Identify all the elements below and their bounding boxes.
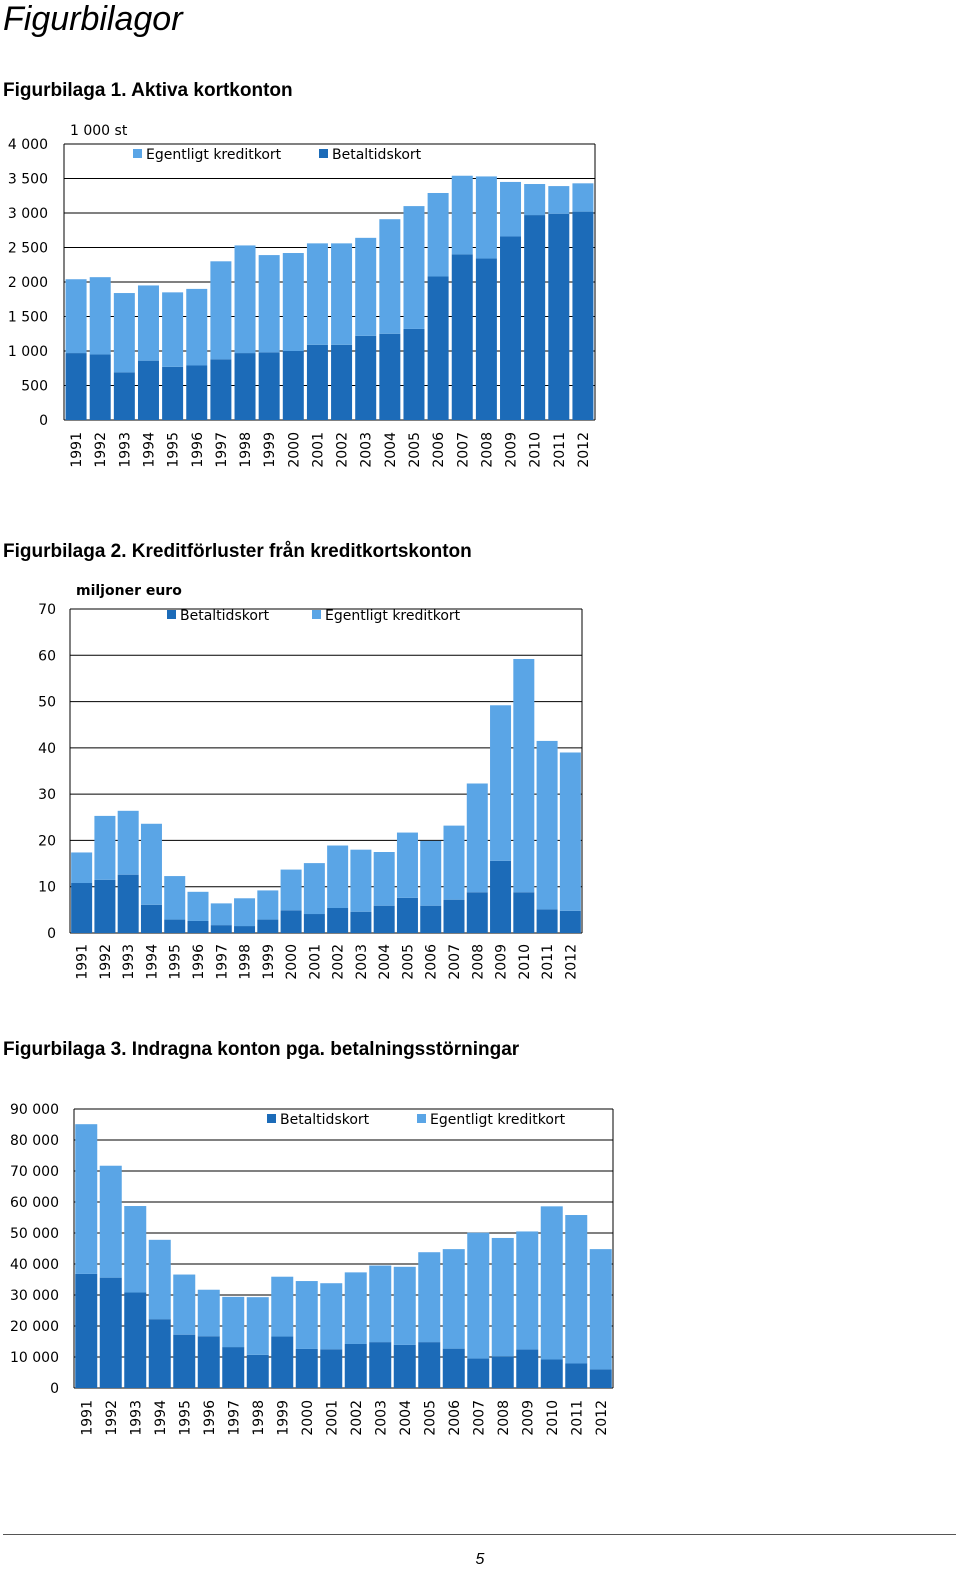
bar-betaltidskort bbox=[257, 920, 278, 933]
bar-egentligt-kreditkort bbox=[560, 752, 581, 910]
legend-label: Betaltidskort bbox=[180, 608, 270, 624]
bar-egentligt-kreditkort bbox=[420, 841, 441, 906]
bar-egentligt-kreditkort bbox=[271, 1277, 293, 1337]
bar-egentligt-kreditkort bbox=[516, 1231, 538, 1349]
x-tick-label: 2009 bbox=[503, 432, 520, 468]
bar-betaltidskort bbox=[271, 1337, 293, 1388]
bar-egentligt-kreditkort bbox=[75, 1124, 97, 1274]
x-tick-label: 2003 bbox=[358, 432, 375, 468]
bar-betaltidskort bbox=[100, 1278, 122, 1388]
bar-egentligt-kreditkort bbox=[118, 811, 139, 875]
x-tick-label: 1991 bbox=[69, 432, 86, 468]
y-tick-label: 40 bbox=[38, 740, 56, 757]
bar-egentligt-kreditkort bbox=[234, 898, 255, 926]
bar-betaltidskort bbox=[537, 909, 558, 933]
bar-betaltidskort bbox=[94, 880, 115, 933]
legend-label: Egentligt kreditkort bbox=[325, 608, 461, 624]
x-tick-label: 2012 bbox=[575, 432, 592, 468]
x-tick-label: 2001 bbox=[310, 432, 327, 468]
x-tick-label: 1991 bbox=[79, 1400, 96, 1436]
x-tick-label: 2000 bbox=[299, 1400, 316, 1436]
figure-1-title: Figurbilaga 1. Aktiva kortkonton bbox=[3, 80, 293, 101]
x-tick-label: 1994 bbox=[152, 1400, 169, 1436]
y-tick-label: 40 000 bbox=[10, 1257, 59, 1273]
bar-betaltidskort bbox=[222, 1347, 244, 1388]
x-tick-label: 2008 bbox=[470, 944, 487, 980]
bar-egentligt-kreditkort bbox=[259, 255, 280, 352]
bar-betaltidskort bbox=[210, 359, 231, 420]
bar-betaltidskort bbox=[467, 892, 488, 933]
x-tick-label: 2004 bbox=[382, 432, 399, 468]
x-tick-label: 2004 bbox=[397, 1400, 414, 1436]
bar-egentligt-kreditkort bbox=[467, 1233, 489, 1359]
x-tick-label: 1999 bbox=[262, 432, 279, 468]
x-tick-label: 1999 bbox=[260, 944, 277, 980]
x-tick-label: 2005 bbox=[400, 944, 417, 980]
y-tick-label: 70 000 bbox=[10, 1164, 59, 1180]
bar-egentligt-kreditkort bbox=[257, 890, 278, 919]
y-tick-label: 500 bbox=[21, 378, 48, 395]
bar-egentligt-kreditkort bbox=[186, 289, 207, 366]
bar-egentligt-kreditkort bbox=[281, 870, 302, 911]
bar-betaltidskort bbox=[541, 1359, 563, 1388]
bar-betaltidskort bbox=[397, 898, 418, 933]
bar-egentligt-kreditkort bbox=[355, 238, 376, 336]
bar-egentligt-kreditkort bbox=[345, 1272, 367, 1344]
bar-betaltidskort bbox=[164, 920, 185, 933]
bar-egentligt-kreditkort bbox=[173, 1275, 195, 1335]
legend-label: Betaltidskort bbox=[280, 1112, 370, 1128]
x-tick-label: 2005 bbox=[422, 1400, 439, 1436]
legend-swatch bbox=[167, 610, 176, 619]
y-tick-label: 0 bbox=[47, 926, 56, 942]
footer-divider bbox=[3, 1534, 956, 1535]
bar-betaltidskort bbox=[492, 1357, 514, 1388]
bar-betaltidskort bbox=[296, 1349, 318, 1388]
y-tick-label: 2 500 bbox=[7, 240, 48, 257]
bar-egentligt-kreditkort bbox=[590, 1249, 612, 1369]
bar-betaltidskort bbox=[118, 875, 139, 933]
bar-betaltidskort bbox=[211, 925, 232, 933]
bar-betaltidskort bbox=[369, 1342, 391, 1388]
bar-betaltidskort bbox=[379, 334, 400, 420]
bar-betaltidskort bbox=[75, 1274, 97, 1388]
bar-betaltidskort bbox=[443, 1349, 465, 1388]
bar-egentligt-kreditkort bbox=[71, 852, 92, 883]
bar-egentligt-kreditkort bbox=[524, 184, 545, 215]
bar-betaltidskort bbox=[138, 361, 159, 420]
x-tick-label: 1997 bbox=[214, 944, 231, 980]
bar-egentligt-kreditkort bbox=[374, 852, 395, 906]
y-tick-label: 1 500 bbox=[7, 309, 48, 326]
x-tick-label: 2000 bbox=[284, 944, 301, 980]
bar-betaltidskort bbox=[114, 372, 135, 420]
bar-betaltidskort bbox=[283, 351, 304, 420]
x-tick-label: 2006 bbox=[423, 944, 440, 980]
bar-betaltidskort bbox=[66, 353, 87, 420]
bar-egentligt-kreditkort bbox=[467, 783, 488, 892]
figure-2-title: Figurbilaga 2. Kreditförluster från kreditkortskonton bbox=[3, 541, 472, 562]
bar-betaltidskort bbox=[355, 336, 376, 420]
bar-betaltidskort bbox=[149, 1319, 171, 1388]
bar-egentligt-kreditkort bbox=[149, 1240, 171, 1319]
x-tick-label: 2002 bbox=[330, 944, 347, 980]
bar-egentligt-kreditkort bbox=[444, 826, 465, 900]
bar-betaltidskort bbox=[590, 1369, 612, 1388]
bar-betaltidskort bbox=[374, 906, 395, 933]
bar-egentligt-kreditkort bbox=[90, 277, 111, 354]
bar-egentligt-kreditkort bbox=[500, 182, 521, 237]
bar-egentligt-kreditkort bbox=[66, 279, 87, 353]
x-tick-label: 1995 bbox=[177, 1400, 194, 1436]
x-tick-label: 1993 bbox=[121, 944, 138, 980]
bar-egentligt-kreditkort bbox=[513, 659, 534, 892]
y-tick-label: 60 000 bbox=[10, 1195, 59, 1211]
bar-egentligt-kreditkort bbox=[350, 850, 371, 912]
x-tick-label: 2000 bbox=[286, 432, 303, 468]
x-tick-label: 2010 bbox=[516, 944, 533, 980]
x-tick-label: 2001 bbox=[307, 944, 324, 980]
x-tick-label: 2011 bbox=[540, 944, 557, 980]
bar-betaltidskort bbox=[565, 1364, 587, 1388]
bar-egentligt-kreditkort bbox=[235, 245, 256, 353]
y-tick-label: 50 bbox=[38, 694, 56, 711]
bar-betaltidskort bbox=[403, 329, 424, 420]
bar-betaltidskort bbox=[320, 1349, 342, 1388]
bar-betaltidskort bbox=[331, 345, 352, 420]
x-tick-label: 2002 bbox=[334, 432, 351, 468]
bar-betaltidskort bbox=[162, 367, 183, 420]
bar-betaltidskort bbox=[327, 908, 348, 933]
bar-egentligt-kreditkort bbox=[572, 183, 593, 211]
x-tick-label: 2002 bbox=[348, 1400, 365, 1436]
chart-active-card-accounts bbox=[0, 120, 960, 468]
x-tick-label: 2006 bbox=[431, 432, 448, 468]
bar-egentligt-kreditkort bbox=[211, 903, 232, 925]
bar-betaltidskort bbox=[235, 353, 256, 420]
x-tick-label: 2001 bbox=[324, 1400, 341, 1436]
y-tick-label: 60 bbox=[38, 648, 56, 665]
y-tick-label: 80 000 bbox=[10, 1133, 59, 1149]
bar-betaltidskort bbox=[560, 911, 581, 933]
x-tick-label: 1992 bbox=[93, 432, 110, 468]
bar-egentligt-kreditkort bbox=[307, 243, 328, 344]
bar-betaltidskort bbox=[500, 236, 521, 420]
y-tick-label: 50 000 bbox=[10, 1226, 59, 1242]
bar-egentligt-kreditkort bbox=[537, 741, 558, 909]
y-tick-label: 3 000 bbox=[7, 206, 48, 222]
bar-egentligt-kreditkort bbox=[124, 1206, 146, 1292]
legend-swatch bbox=[319, 149, 328, 158]
bar-betaltidskort bbox=[345, 1344, 367, 1388]
bar-egentligt-kreditkort bbox=[541, 1206, 563, 1359]
y-tick-label: 4 000 bbox=[7, 137, 48, 153]
bar-betaltidskort bbox=[141, 905, 162, 933]
x-tick-label: 1999 bbox=[275, 1400, 292, 1436]
bar-egentligt-kreditkort bbox=[428, 193, 449, 276]
y-tick-label: 0 bbox=[39, 413, 48, 429]
x-tick-label: 2012 bbox=[563, 944, 580, 980]
bar-betaltidskort bbox=[394, 1345, 416, 1388]
bar-egentligt-kreditkort bbox=[476, 176, 497, 258]
bar-egentligt-kreditkort bbox=[100, 1166, 122, 1278]
unit-label: 1 000 st bbox=[70, 123, 128, 139]
y-tick-label: 70 bbox=[38, 602, 56, 618]
x-tick-label: 2008 bbox=[479, 432, 496, 468]
chart-revoked-accounts bbox=[0, 1095, 960, 1440]
legend-swatch bbox=[312, 610, 321, 619]
bar-egentligt-kreditkort bbox=[418, 1252, 440, 1342]
bar-egentligt-kreditkort bbox=[141, 824, 162, 905]
bar-egentligt-kreditkort bbox=[304, 863, 325, 914]
bar-betaltidskort bbox=[490, 861, 511, 933]
bar-egentligt-kreditkort bbox=[369, 1266, 391, 1343]
bar-betaltidskort bbox=[418, 1342, 440, 1388]
y-tick-label: 3 500 bbox=[7, 171, 48, 188]
bar-egentligt-kreditkort bbox=[327, 846, 348, 908]
x-tick-label: 1996 bbox=[201, 1400, 218, 1436]
bar-egentligt-kreditkort bbox=[331, 243, 352, 344]
bar-egentligt-kreditkort bbox=[114, 293, 135, 372]
x-tick-label: 1992 bbox=[103, 1400, 120, 1436]
x-tick-label: 1995 bbox=[165, 432, 182, 468]
y-tick-label: 0 bbox=[50, 1381, 59, 1397]
bar-egentligt-kreditkort bbox=[320, 1283, 342, 1349]
bar-egentligt-kreditkort bbox=[188, 892, 209, 921]
bar-betaltidskort bbox=[548, 214, 569, 420]
bar-egentligt-kreditkort bbox=[403, 206, 424, 329]
bar-betaltidskort bbox=[247, 1355, 269, 1388]
bar-betaltidskort bbox=[234, 926, 255, 933]
bar-betaltidskort bbox=[524, 215, 545, 420]
bar-betaltidskort bbox=[90, 354, 111, 420]
x-tick-label: 2012 bbox=[593, 1400, 610, 1436]
unit-label: miljoner euro bbox=[76, 583, 182, 599]
legend-label: Egentligt kreditkort bbox=[146, 147, 282, 163]
x-tick-label: 2007 bbox=[471, 1400, 488, 1436]
x-tick-label: 1994 bbox=[144, 944, 161, 980]
x-tick-label: 2003 bbox=[373, 1400, 390, 1436]
x-tick-label: 2010 bbox=[527, 432, 544, 468]
page-number: 5 bbox=[475, 1551, 485, 1568]
bar-betaltidskort bbox=[304, 914, 325, 933]
bar-egentligt-kreditkort bbox=[452, 176, 473, 255]
bar-egentligt-kreditkort bbox=[94, 816, 115, 880]
x-tick-label: 2005 bbox=[406, 432, 423, 468]
y-tick-label: 10 bbox=[38, 879, 56, 896]
x-tick-label: 1993 bbox=[117, 432, 134, 468]
x-tick-label: 1998 bbox=[238, 432, 255, 468]
bar-egentligt-kreditkort bbox=[283, 253, 304, 351]
x-tick-label: 1996 bbox=[189, 432, 206, 468]
bar-egentligt-kreditkort bbox=[162, 292, 183, 367]
x-tick-label: 1998 bbox=[237, 944, 254, 980]
bar-betaltidskort bbox=[467, 1359, 489, 1388]
legend-swatch bbox=[133, 149, 142, 158]
y-tick-label: 10 000 bbox=[10, 1350, 59, 1366]
legend-swatch bbox=[417, 1114, 426, 1123]
x-tick-label: 2009 bbox=[520, 1400, 537, 1436]
bar-egentligt-kreditkort bbox=[296, 1281, 318, 1349]
bar-egentligt-kreditkort bbox=[394, 1267, 416, 1345]
bar-egentligt-kreditkort bbox=[247, 1297, 269, 1355]
bar-betaltidskort bbox=[259, 352, 280, 420]
bar-betaltidskort bbox=[188, 921, 209, 933]
x-tick-label: 2009 bbox=[493, 944, 510, 980]
bar-betaltidskort bbox=[572, 212, 593, 420]
legend-label: Betaltidskort bbox=[332, 147, 422, 163]
bar-betaltidskort bbox=[173, 1335, 195, 1388]
x-tick-label: 2008 bbox=[495, 1400, 512, 1436]
x-tick-label: 2010 bbox=[544, 1400, 561, 1436]
x-tick-label: 1991 bbox=[74, 944, 91, 980]
x-tick-label: 2007 bbox=[447, 944, 463, 980]
y-tick-label: 20 bbox=[38, 833, 56, 850]
bar-betaltidskort bbox=[350, 912, 371, 933]
bar-egentligt-kreditkort bbox=[548, 186, 569, 214]
y-tick-label: 2 000 bbox=[7, 275, 48, 291]
bar-egentligt-kreditkort bbox=[222, 1297, 244, 1347]
bar-betaltidskort bbox=[452, 254, 473, 420]
bar-egentligt-kreditkort bbox=[492, 1238, 514, 1357]
bar-egentligt-kreditkort bbox=[164, 876, 185, 920]
bar-betaltidskort bbox=[420, 906, 441, 933]
x-tick-label: 2003 bbox=[353, 944, 370, 980]
bar-betaltidskort bbox=[281, 910, 302, 933]
x-tick-label: 1996 bbox=[191, 944, 207, 980]
bar-egentligt-kreditkort bbox=[198, 1290, 220, 1337]
figure-3-title: Figurbilaga 3. Indragna konton pga. betalningsstörningar bbox=[3, 1039, 520, 1060]
legend-label: Egentligt kreditkort bbox=[430, 1112, 566, 1128]
bar-betaltidskort bbox=[71, 883, 92, 933]
x-tick-label: 1997 bbox=[213, 432, 230, 468]
bar-betaltidskort bbox=[513, 892, 534, 933]
bar-betaltidskort bbox=[307, 345, 328, 420]
y-tick-label: 1 000 bbox=[7, 344, 48, 360]
bar-betaltidskort bbox=[124, 1293, 146, 1388]
x-tick-label: 1995 bbox=[167, 944, 184, 980]
bar-betaltidskort bbox=[198, 1336, 220, 1388]
x-tick-label: 2004 bbox=[377, 944, 394, 980]
x-tick-label: 1997 bbox=[226, 1400, 243, 1436]
legend-swatch bbox=[267, 1114, 276, 1123]
bar-betaltidskort bbox=[186, 365, 207, 420]
x-tick-label: 2006 bbox=[446, 1400, 463, 1436]
bar-egentligt-kreditkort bbox=[443, 1249, 465, 1349]
x-tick-label: 1998 bbox=[250, 1400, 267, 1436]
bar-betaltidskort bbox=[516, 1350, 538, 1388]
bar-betaltidskort bbox=[428, 276, 449, 420]
x-tick-label: 2007 bbox=[455, 432, 472, 468]
bar-egentligt-kreditkort bbox=[565, 1215, 587, 1363]
bar-egentligt-kreditkort bbox=[379, 219, 400, 334]
bar-egentligt-kreditkort bbox=[490, 705, 511, 861]
bar-betaltidskort bbox=[476, 259, 497, 420]
x-tick-label: 2011 bbox=[569, 1400, 586, 1436]
bar-egentligt-kreditkort bbox=[397, 833, 418, 898]
chart-credit-losses bbox=[0, 578, 960, 983]
x-tick-label: 1992 bbox=[97, 944, 114, 980]
bar-egentligt-kreditkort bbox=[210, 261, 231, 359]
x-tick-label: 1993 bbox=[128, 1400, 145, 1436]
y-tick-label: 20 000 bbox=[10, 1319, 59, 1335]
y-tick-label: 90 000 bbox=[10, 1102, 59, 1118]
x-tick-label: 1994 bbox=[141, 432, 158, 468]
bar-egentligt-kreditkort bbox=[138, 285, 159, 360]
bar-betaltidskort bbox=[444, 900, 465, 933]
page-title: Figurbilagor bbox=[3, 0, 183, 38]
y-tick-label: 30 000 bbox=[10, 1288, 59, 1304]
x-tick-label: 2011 bbox=[551, 432, 568, 468]
y-tick-label: 30 bbox=[38, 787, 56, 804]
